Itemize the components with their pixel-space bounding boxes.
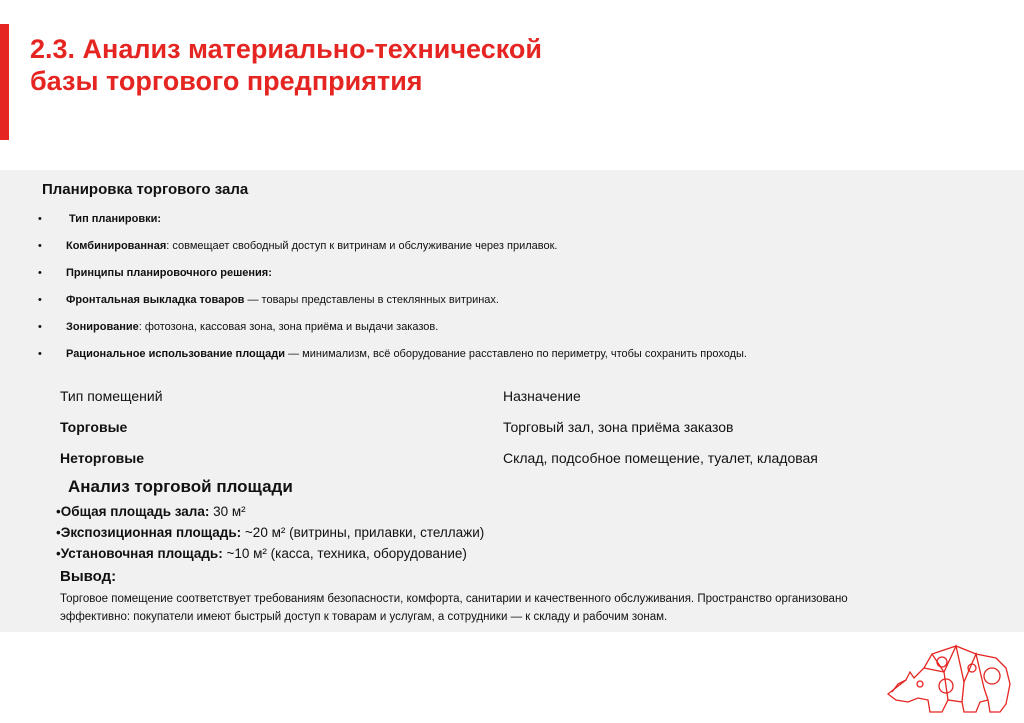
list-item xyxy=(38,212,747,239)
rhino-logo-icon xyxy=(884,632,1024,723)
title-line-2: базы торгового предприятия xyxy=(30,66,423,96)
bullet-text: : совмещает свободный доступ к витринам и обслуживание через прилавок. xyxy=(166,240,558,252)
item-bold: Общая площадь зала: xyxy=(60,504,210,519)
item-bold: Установочная площадь: xyxy=(60,546,223,561)
bullet-bold: Тип планировки: xyxy=(69,213,162,225)
list-item xyxy=(38,239,747,266)
table-cell: Торговые xyxy=(60,418,128,435)
table-row xyxy=(60,442,818,473)
column-header: Тип помещений xyxy=(60,387,163,404)
list-item: •Общая площадь зала: 30 м² xyxy=(56,504,246,519)
slide-title xyxy=(30,33,542,97)
list-item xyxy=(38,347,747,374)
list-item xyxy=(38,320,747,347)
table-cell: Торговый зал, зона приёма заказов xyxy=(503,418,734,435)
area-list xyxy=(56,501,484,564)
item-bold: Экспозиционная площадь: xyxy=(60,525,242,540)
bullet-text: : фотозона, кассовая зона, зона приёма и выдачи заказов. xyxy=(138,321,439,333)
bullet-bold: Рациональное использование площади xyxy=(66,348,286,360)
list-item: •Экспозиционная площадь: ~20 м² (витрины, прилавки, стеллажи) xyxy=(56,525,485,540)
conclusion-text: Торговое помещение соответствует требованиям безопасности, комфорта, санитарии и качественного обслуживания. Пространство организовано эффективно: покупатели имеют быстрый доступ к товарам и услугам, а сотрудники — к складу и рабочим зонам. xyxy=(60,593,848,623)
table-cell: Склад, подсобное помещение, туалет, кладовая xyxy=(503,449,818,466)
item-text: ~10 м² (касса, техника, оборудование) xyxy=(222,546,467,561)
area-heading: Анализ торговой площади xyxy=(68,477,293,496)
list-item xyxy=(38,266,747,293)
layout-heading: Планировка торгового зала xyxy=(42,181,249,198)
table-header-row xyxy=(60,380,818,411)
bullet-bold: Комбинированная xyxy=(66,240,167,252)
column-header: Назначение xyxy=(503,387,581,404)
list-item: •Установочная площадь: ~10 м² (касса, техника, оборудование) xyxy=(56,546,467,561)
item-text: ~20 м² (витрины, прилавки, стеллажи) xyxy=(241,525,485,540)
table-row xyxy=(60,411,818,442)
rooms-table xyxy=(60,380,818,473)
bullet-text: — минимализм, всё оборудование расставлено по периметру, чтобы сохранить проходы. xyxy=(285,348,747,360)
bullet-text: — товары представлены в стеклянных витринах. xyxy=(244,294,499,306)
list-item xyxy=(38,293,747,320)
conclusion-heading: Вывод: xyxy=(60,568,117,585)
layout-bullets xyxy=(38,212,747,374)
item-text: 30 м² xyxy=(209,504,246,519)
table-cell: Неторговые xyxy=(60,449,145,466)
bullet-bold: Зонирование xyxy=(66,321,139,333)
bullet-bold: Принципы планировочного решения: xyxy=(66,267,272,279)
title-line-1: 2.3. Анализ материально-технической xyxy=(30,34,542,64)
accent-bar xyxy=(0,24,9,140)
bullet-bold: Фронтальная выкладка товаров xyxy=(66,294,245,306)
